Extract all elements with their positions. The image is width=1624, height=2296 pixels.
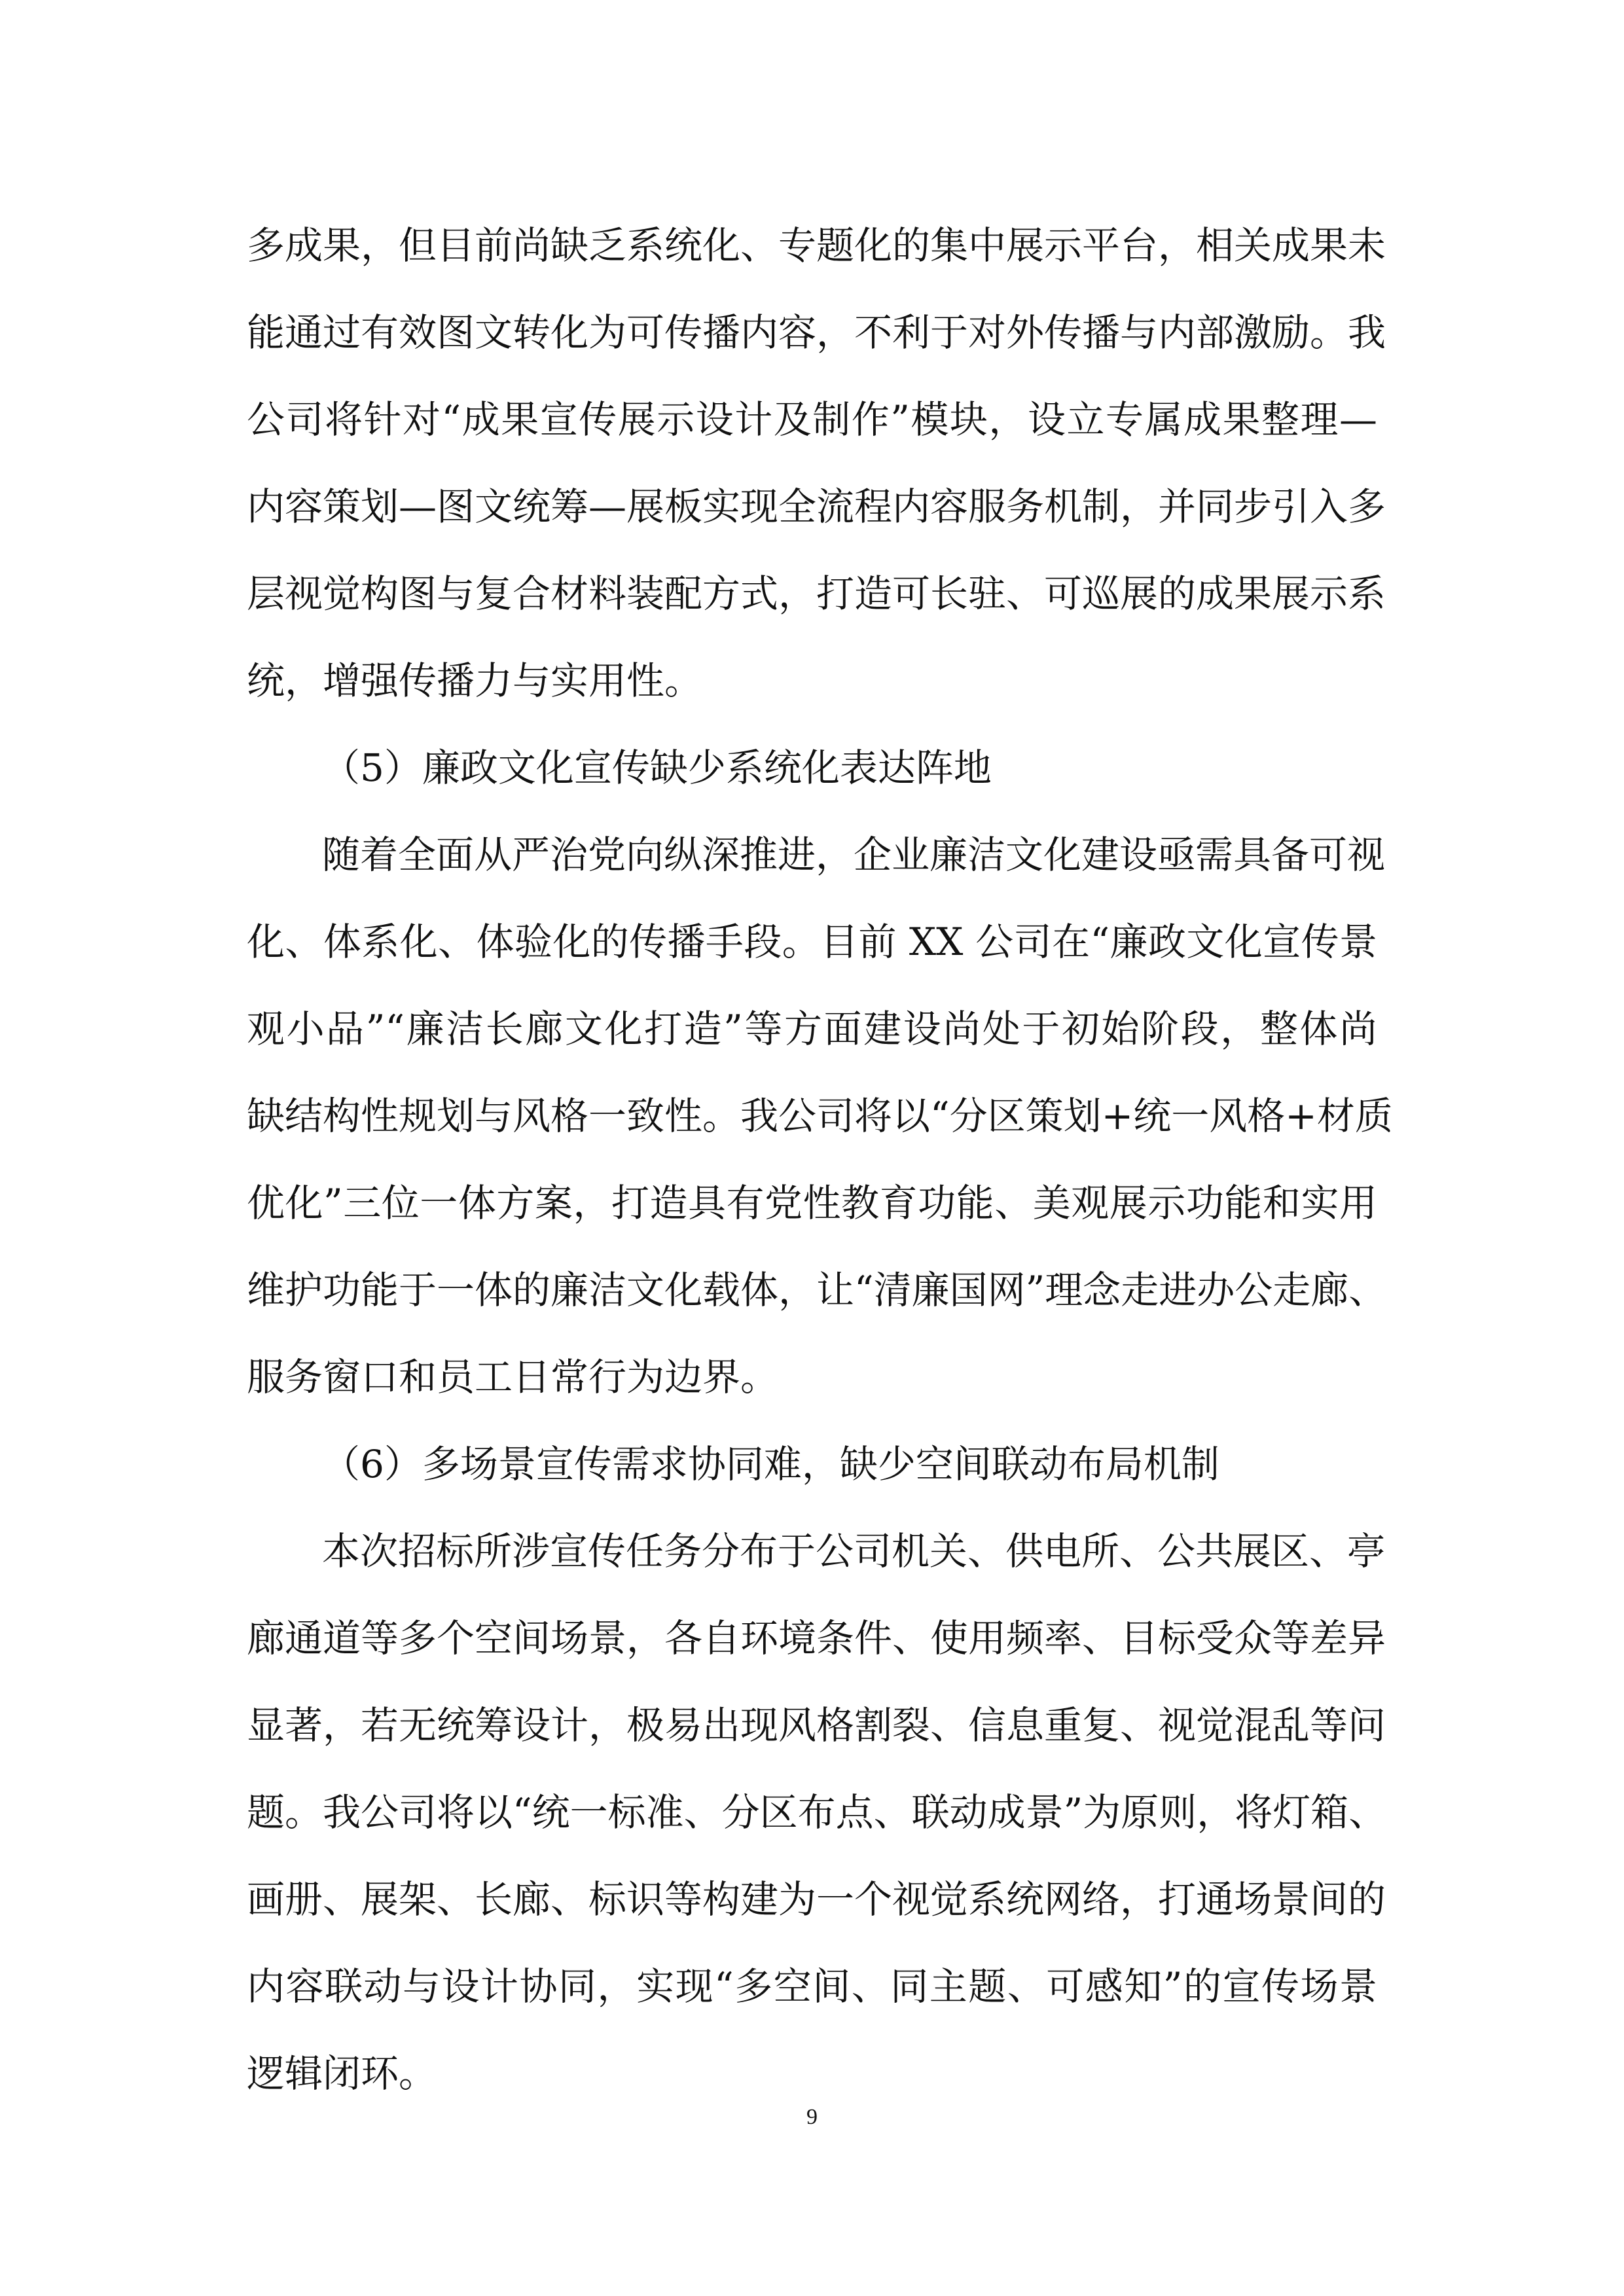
- paragraph-line: 逻辑闭环。: [247, 2051, 437, 2096]
- paragraph-line: 维护功能于一体的廉洁文化载体，让“清廉国网”理念走进办公走廊、: [247, 1268, 1387, 1312]
- paragraph-line: 内容策划—图文统筹—展板实现全流程内容服务机制，并同步引入多: [247, 484, 1386, 529]
- paragraph-line: 廊通道等多个空间场景，各自环境条件、使用频率、目标受众等差异: [247, 1616, 1386, 1660]
- paragraph-line: 显著，若无统筹设计，极易出现风格割裂、信息重复、视觉混乱等问: [247, 1703, 1386, 1748]
- paragraph-line: 本次招标所涉宣传任务分布于公司机关、供电所、公共展区、亭: [322, 1529, 1386, 1573]
- paragraph-line: 观小品”“廉洁长廊文化打造”等方面建设尚处于初始阶段，整体尚: [247, 1007, 1377, 1051]
- paragraph-line: 优化”三位一体方案，打造具有党性教育功能、美观展示功能和实用: [247, 1181, 1377, 1225]
- paragraph-line: 能通过有效图文转化为可传播内容，不利于对外传播与内部激励。我: [247, 310, 1386, 355]
- paragraph-line: 服务窗口和员工日常行为边界。: [247, 1355, 779, 1399]
- paragraph-line: 化、体系化、体验化的传播手段。目前 XX 公司在“廉政文化宣传景: [247, 920, 1377, 964]
- paragraph-line: 随着全面从严治党向纵深推进，企业廉洁文化建设亟需具备可视: [322, 833, 1386, 877]
- paragraph-line: 画册、展架、长廊、标识等构建为一个视觉系统网络，打通场景间的: [247, 1877, 1386, 1922]
- page-number: 9: [806, 2105, 818, 2129]
- paragraph-line: 统，增强传播力与实用性。: [247, 658, 703, 703]
- paragraph-line: 层视觉构图与复合材料装配方式，打造可长驻、可巡展的成果展示系: [247, 571, 1386, 616]
- paragraph-line: 缺结构性规划与风格一致性。我公司将以“分区策划+统一风格+材质: [247, 1094, 1393, 1138]
- paragraph-line: 多成果，但目前尚缺乏系统化、专题化的集中展示平台，相关成果未: [247, 223, 1386, 268]
- paragraph-line: 题。我公司将以“统一标准、分区布点、联动成景”为原则，将灯箱、: [247, 1790, 1387, 1835]
- section-heading: （6）多场景宣传需求协同难，缺少空间联动布局机制: [322, 1442, 1219, 1486]
- paragraph-line: 公司将针对“成果宣传展示设计及制作”模块，设立专属成果整理—: [247, 397, 1377, 442]
- paragraph-line: 内容联动与设计协同，实现“多空间、同主题、可感知”的宣传场景: [247, 1964, 1377, 2009]
- section-heading: （5）廉政文化宣传缺少系统化表达阵地: [322, 745, 992, 790]
